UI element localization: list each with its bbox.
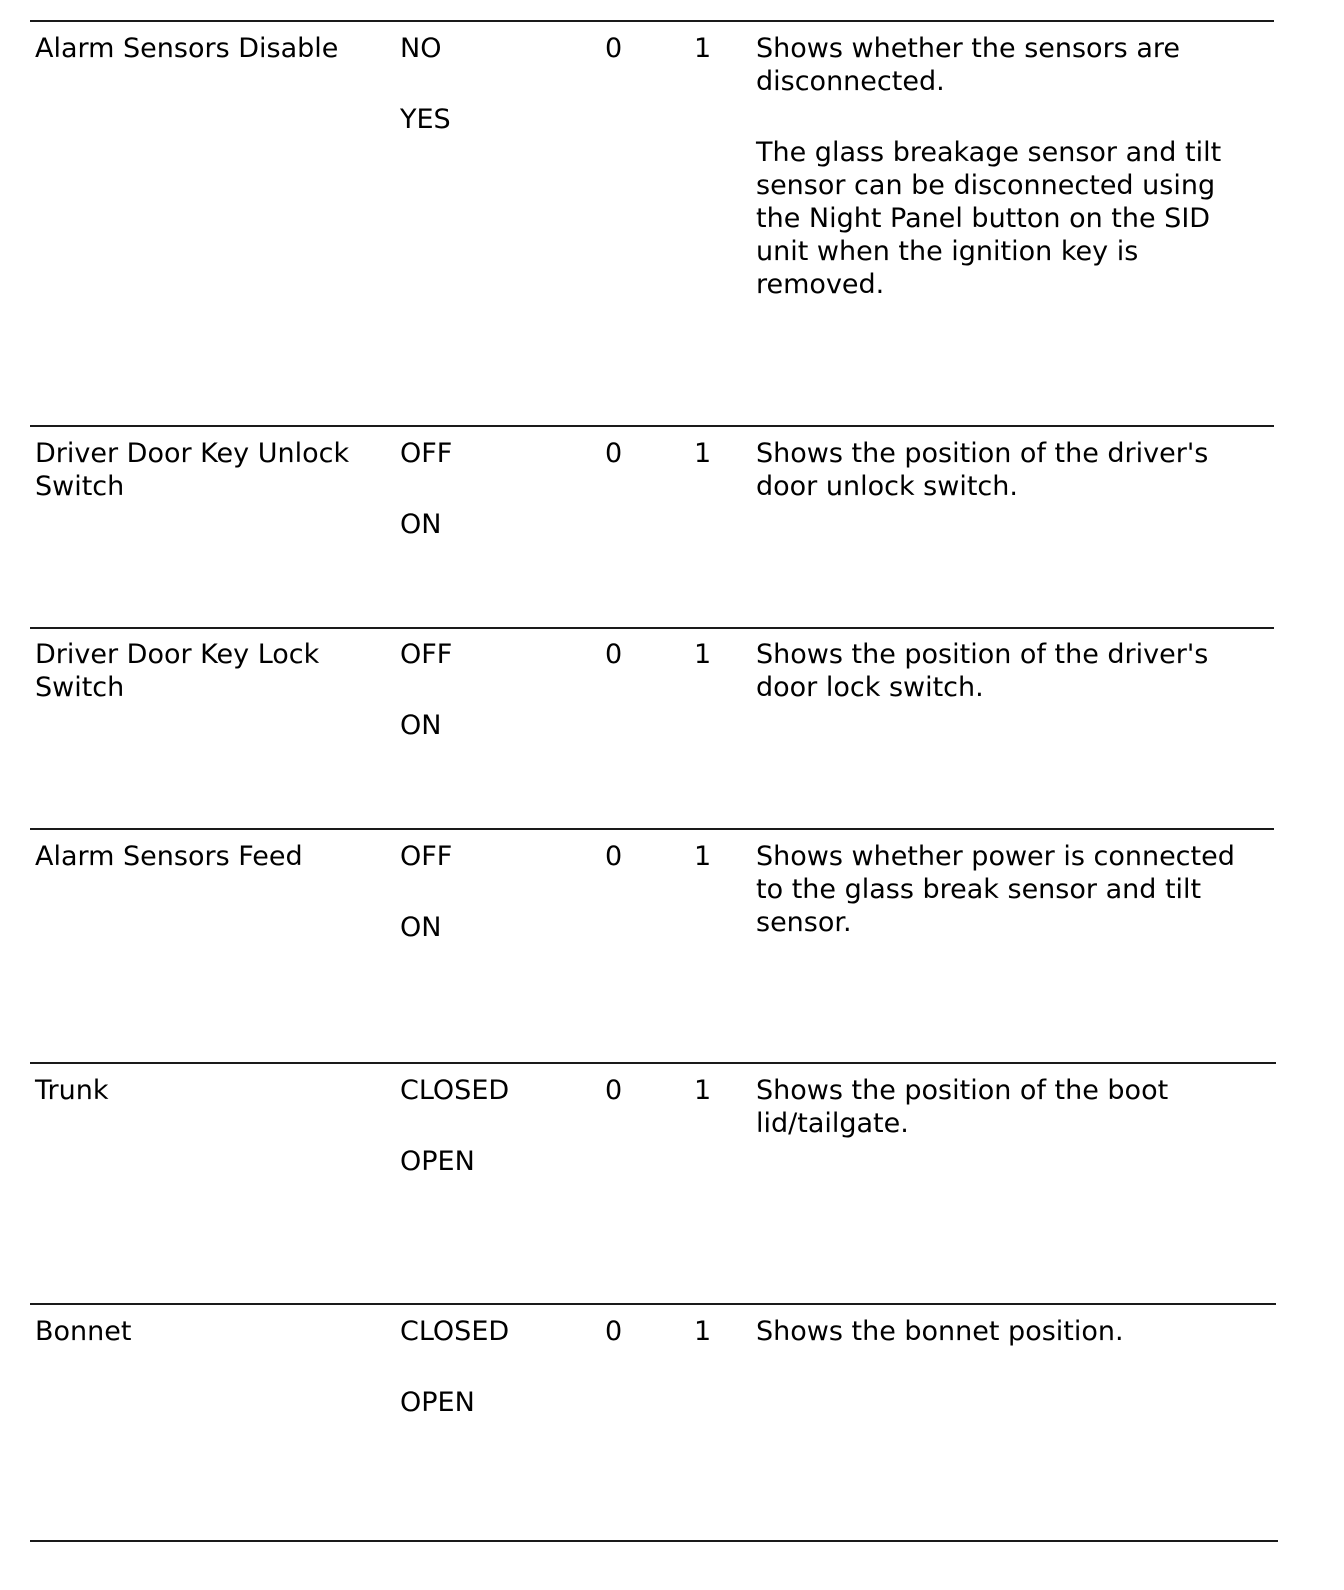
state-value-1: YES <box>400 104 451 135</box>
value-1: 1 <box>694 639 712 670</box>
signal-states <box>400 638 580 742</box>
state-value-0: CLOSED <box>400 1316 510 1347</box>
value-0: 0 <box>605 639 623 670</box>
value-0: 0 <box>605 33 623 64</box>
signal-states <box>400 32 580 136</box>
table-top-rule <box>30 20 1274 22</box>
state-value-0: CLOSED <box>400 1075 510 1106</box>
row-separator <box>30 425 1274 427</box>
signal-description <box>756 1074 1266 1140</box>
signal-states <box>400 1315 580 1419</box>
description-text: Shows whether power is connected to the glass break sensor and tilt sensor. <box>756 841 1235 938</box>
state-value-1: ON <box>400 912 442 943</box>
value-0: 0 <box>605 438 623 469</box>
row-separator <box>30 1303 1276 1305</box>
signal-name: Bonnet <box>35 1316 132 1347</box>
state-value-0: OFF <box>400 841 453 872</box>
value-1: 1 <box>694 1075 712 1106</box>
description-note: The glass breakage sensor and tilt sensor can be disconnected using the Night Panel button on the SID unit when the ignition key is removed. <box>756 137 1222 300</box>
signal-name: Driver Door Key Unlock Switch <box>35 438 350 502</box>
description-text: Shows the bonnet position. <box>756 1316 1124 1347</box>
signal-name: Trunk <box>35 1075 109 1106</box>
signal-description <box>756 437 1266 503</box>
signal-description <box>756 1315 1266 1348</box>
state-value-0: NO <box>400 33 442 64</box>
row-separator <box>30 828 1274 830</box>
state-value-1: ON <box>400 509 442 540</box>
signal-name: Driver Door Key Lock Switch <box>35 639 320 703</box>
signal-name: Alarm Sensors Feed <box>35 841 303 872</box>
value-0: 0 <box>605 1075 623 1106</box>
value-1: 1 <box>694 33 712 64</box>
signal-name: Alarm Sensors Disable <box>35 33 339 64</box>
description-text: Shows whether the sensors are disconnected. <box>756 33 1180 97</box>
value-0: 0 <box>605 1316 623 1347</box>
signal-states <box>400 1074 580 1178</box>
value-1: 1 <box>694 1316 712 1347</box>
state-value-1: OPEN <box>400 1146 475 1177</box>
state-value-0: OFF <box>400 438 453 469</box>
description-text: Shows the position of the driver's door unlock switch. <box>756 438 1209 502</box>
description-text: Shows the position of the driver's door lock switch. <box>756 639 1209 703</box>
state-value-1: OPEN <box>400 1387 475 1418</box>
value-0: 0 <box>605 841 623 872</box>
signal-description <box>756 840 1266 939</box>
signal-states <box>400 840 580 944</box>
value-1: 1 <box>694 438 712 469</box>
value-1: 1 <box>694 841 712 872</box>
signal-description <box>756 32 1266 301</box>
table-bottom-rule <box>30 1540 1278 1542</box>
state-value-0: OFF <box>400 639 453 670</box>
signal-description <box>756 638 1266 704</box>
row-separator <box>30 627 1274 629</box>
description-text: Shows the position of the boot lid/tailgate. <box>756 1075 1169 1139</box>
signal-states <box>400 437 580 541</box>
state-value-1: ON <box>400 710 442 741</box>
row-separator <box>30 1062 1276 1064</box>
